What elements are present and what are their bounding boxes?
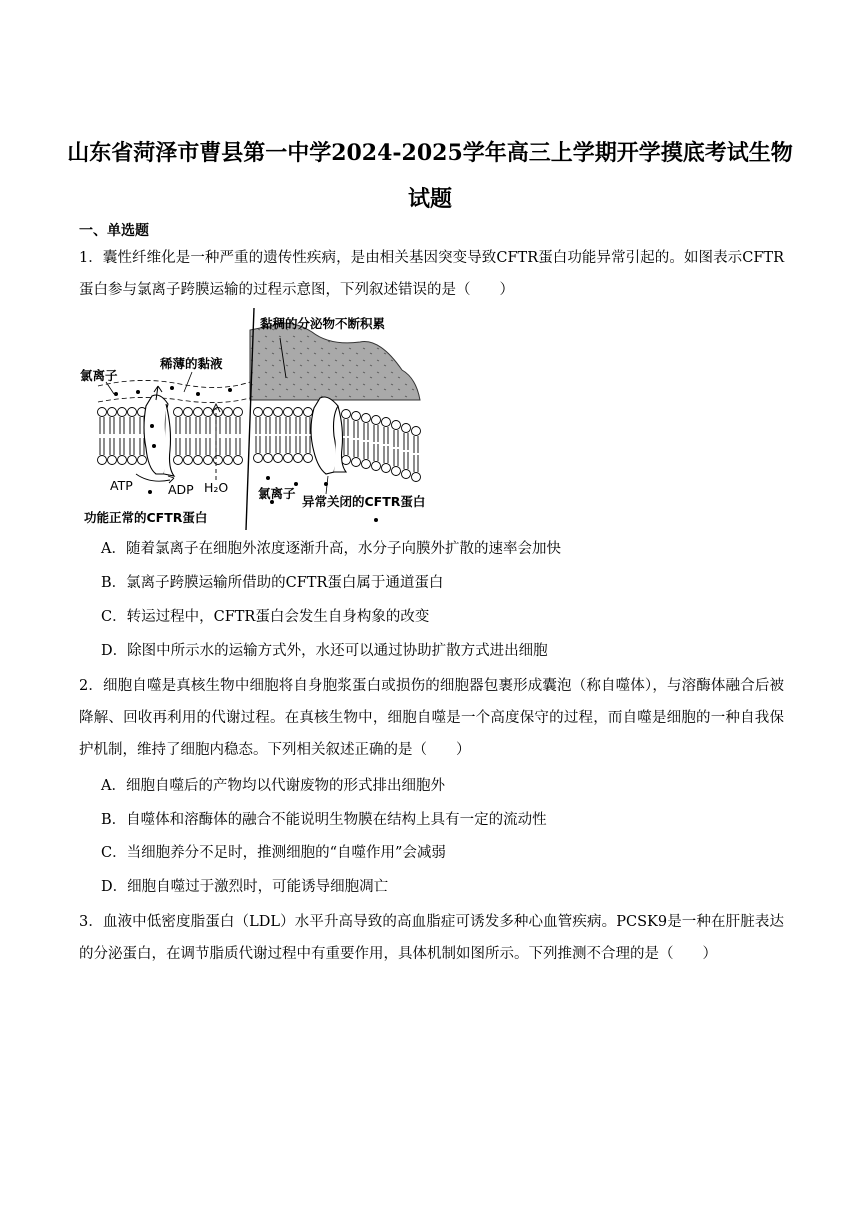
abnormal-cftr-protein [311,397,338,474]
label-chloride-bottom: 氯离子 [258,486,296,501]
cftr-membrane-figure [80,308,450,530]
label-chloride-top: 氯离子 [80,368,118,383]
question-2-option-b: B．自噬体和溶酶体的融合不能说明生物膜在结构上具有一定的流动性 [101,812,547,828]
question-2-option-d: D．细胞自噬过于激烈时，可能诱导细胞凋亡 [101,879,389,895]
label-atp: ATP [110,478,133,493]
question-1-stem: 1．囊性纤维化是一种严重的遗传性疾病，是由相关基因突变导致CFTR蛋白功能异常引起的。如图表示CFTR蛋白参与氯离子跨膜运输的过程示意图，下列叙述错误的是（ ） [79,250,784,298]
label-adp: ADP [168,482,194,497]
viscous-secretion [250,323,420,400]
question-1-option-b: B．氯离子跨膜运输所借助的CFTR蛋白属于通道蛋白 [101,575,444,591]
question-1-option-a: A．随着氯离子在细胞外浓度逐渐升高，水分子向膜外扩散的速率会加快 [101,541,561,557]
label-viscous-secretion: 黏稠的分泌物不断积累 [260,316,386,331]
question-3-stem: 3．血液中低密度脂蛋白（LDL）水平升高导致的高血脂症可诱发多种心血管疾病。PCSK9是一种在肝脏表达的分泌蛋白，在调节脂质代谢过程中有重要作用，具体机制如图所示。下列推测不合理的是（ ） [79,914,784,962]
label-thin-mucus: 稀薄的黏液 [160,356,223,371]
question-2-stem: 2．细胞自噬是真核生物中细胞将自身胞浆蛋白或损伤的细胞器包裹形成囊泡（称自噬体），与溶酶体融合后被降解、回收再利用的代谢过程。在真核生物中，细胞自噬是一个高度保守的过程，而自噬是细胞的一种自我保护机制，维持了细胞内稳态。下列相关叙述正确的是（ ） [79,678,784,758]
question-2-option-a: A．细胞自噬后的产物均以代谢废物的形式排出细胞外 [101,778,445,794]
label-h2o: H₂O [204,480,229,495]
question-1-option-c: C．转运过程中，CFTR蛋白会发生自身构象的改变 [101,609,430,625]
document-title-line-2: 试题 [407,186,452,212]
label-normal-cftr: 功能正常的CFTR蛋白 [84,510,208,525]
section-heading: 一、单选题 [79,223,149,239]
label-abnormal-cftr: 异常关闭的CFTR蛋白 [302,494,426,509]
question-2-option-c: C．当细胞养分不足时，推测细胞的“自噬作用”会减弱 [101,845,446,861]
question-1-option-d: D．除图中所示水的运输方式外，水还可以通过协助扩散方式进出细胞 [101,643,548,659]
document-title-line-1: 山东省菏泽市曹县第一中学2024-2025学年高三上学期开学摸底考试生物 [67,140,793,166]
